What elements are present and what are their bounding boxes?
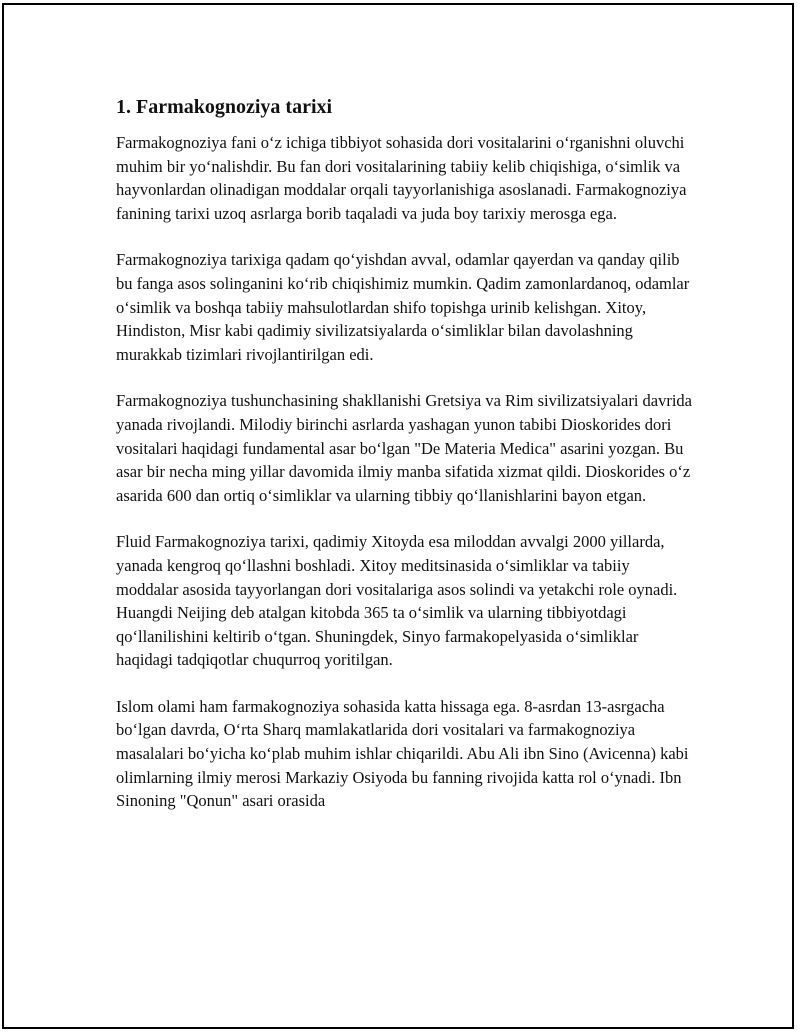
paragraph-2: Farmakognoziya tarixiga qadam qo‘yishdan avval, odamlar qayerdan va qanday qilib bu fanga asos solinganini ko‘rib chiqishimiz mumkin. Qadim zamonlardanoq, odamlar o‘simlik va boshqa tabiiy mahsulotlardan shifo topishga urinib kelishgan. Xitoy, Hindiston, Misr kabi qadimiy sivilizatsiyalarda o‘simliklar bilan davolashning murakkab tizimlari rivojlantirilgan edi. [116,250,690,364]
paragraph-3: Farmakognoziya tushunchasining shakllanishi Gretsiya va Rim sivilizatsiyalari davrida yanada rivojlandi. Milodiy birinchi asrlarda yashagan yunon tabibi Dioskorides dori vositalari haqidagi fundamental asar bo‘lgan "De Materia Medica" asarini yozgan. Bu asar bir necha ming yillar davomida ilmiy manba sifatida xizmat qildi. Dioskorides o‘z asarida 600 dan ortiq o‘simliklar va ularning tibbiy qo‘llanishlarini bayon etgan. [116,391,693,505]
document-body [116,93,696,836]
paragraph-1: Farmakognoziya fani o‘z ichiga tibbiyot sohasida dori vositalarini o‘rganishni oluvchi muhim bir yo‘nalishdir. Bu fan dori vositalarining tabiiy kelib chiqishiga, o‘simlik va hayvonlardan olinadigan moddalar orqali tayyorlanishiga asoslanadi. Farmakognoziya fanining tarixi uzoq asrlarga borib taqaladi va juda boy tarixiy merosga ega. [116,133,687,223]
section-heading: 1. Farmakognoziya tarixi [116,96,333,118]
paragraph-5: Islom olami ham farmakognoziya sohasida katta hissaga ega. 8-asrdan 13-asrgacha bo‘lgan davrda, O‘rta Sharq mamlakatlarida dori vositalari va farmakognoziya masalalari bo‘yicha ko‘plab muhim ishlar chiqarildi. Abu Ali ibn Sino (Avicenna) kabi olimlarning ilmiy merosi Markaziy Osiyoda bu fanning rivojida katta rol o‘ynadi. Ibn Sinoning "Qonun" asari orasida [116,696,689,811]
paragraph-4: Fluid Farmakognoziya tarixi, qadimiy Xitoyda esa miloddan avvalgi 2000 yillarda, yanada kengroq qo‘llashni boshladi. Xitoy meditsinasida o‘simliklar va tabiiy moddalar asosida tayyorlangan dori vositalariga asos solindi va yetakchi role oynadi. Huangdi Neijing deb atalgan kitobda 365 ta o‘simlik va ularning tibbiyotdagi qo‘llanilishini keltirib o‘tgan. Shuningdek, Sinyo farmakopelyasida o‘simliklar haqidagi tadqiqotlar chuqurroq yoritilgan. [116,532,678,670]
